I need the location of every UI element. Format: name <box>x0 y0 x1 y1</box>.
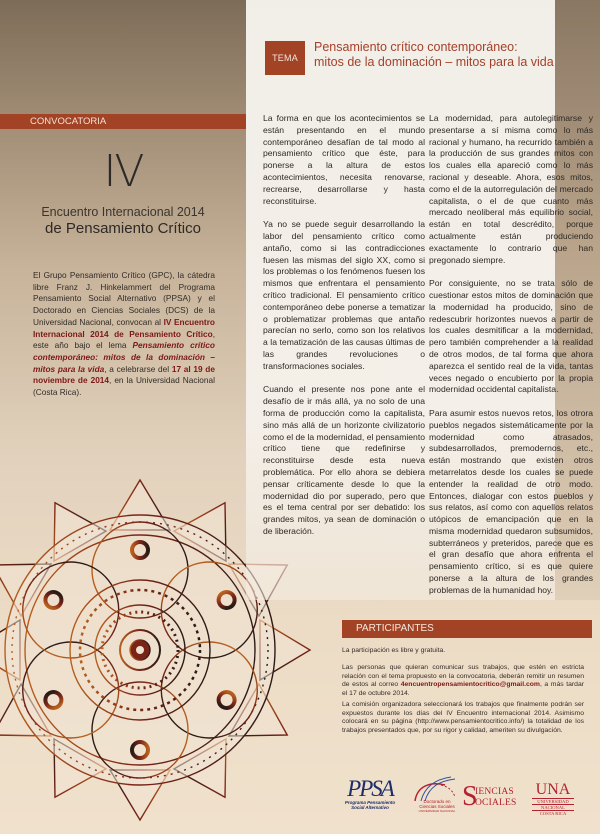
doctorado-arcs-icon <box>405 775 460 801</box>
una-logo <box>532 782 574 816</box>
body-paragraph: La forma en que los acontecimientos se están presentando en el mundo contemporáneo desafían de tal modo al pensamiento crítico que éste, para ponerse a la altura de estos acontecimientos, necesita renovarse, recrearse, desarrollarse y hasta reconstituirse. <box>263 113 425 206</box>
intro-lema: Pensamiento crítico contemporáneo: mitos de la dominación – mitos para la vida <box>33 340 215 374</box>
intro-text: El Grupo Pensamiento Crítico (GPC), la cátedra libre Franz J. Hinkelammert del Programa Pensamiento Social Alternativo (PPSA) y el Doctorado en Ciencias Sociales (DCS) de la Universidad Nacional, convocan al <box>33 270 215 327</box>
body-column-left <box>263 113 425 549</box>
body-paragraph: Ya no se puede seguir desarrollando la labor del pensamiento crítico como antaño, como si las contradicciones fuesen las mismas del siglo XX, como si los problemas o los fenómenos fuesen los mismos que enfrentara el pensamiento crítico tradicional. El pensamiento crítico contemporáneo debe ponerse a tematizar o problematizar problemas que antaño parecían no serlo, como son los relativos a la tematización de las causas últimas de las grandes revoluciones o transformaciones sociales. <box>263 219 425 371</box>
body-paragraph: Para asumir estos nuevos retos, los otrora pueblos negados sistemáticamente por la modernidad como atrasados, subdesarrollados, premodernos, etc., están mostrando que existen otros metarrelatos desde los cuales se puede entender la realidad de otro modo. Entonces, dialogar con estos pueblos y sus relatos, así como con aquellos relatos utópicos de emancipación que en la misma modernidad quedaron subsumidos, subterráneos y preteridos, parece que es el gran desafío que ahora enfrenta el pensamiento crítico, si es que quiere ponerse a la altura de los grandes problemas de la humanidad hoy. <box>429 407 593 595</box>
ciencias-word: IENCIAS <box>475 787 514 797</box>
participantes-label: PARTICIPANTES <box>342 620 592 638</box>
doctorado-logo-line: Ciencias Sociales <box>419 804 455 809</box>
una-logo-line: COSTA RICA <box>532 810 574 816</box>
ppsa-logo-name: PPSA <box>347 776 393 801</box>
doctorado-logo-line: UNIVERSIDAD NACIONAL <box>418 809 456 813</box>
intro-text: , a celebrarse del <box>104 363 172 374</box>
intro-text: , en la Universidad Nacional (Costa Rica). <box>33 375 215 398</box>
intro-event-name: IV Encuentro Internacional 2014 de Pensamiento Crítico <box>33 316 215 339</box>
una-logo-line: UNIVERSIDAD <box>532 798 574 804</box>
sociales-word: OCIALES <box>475 798 517 808</box>
una-logo-line: NACIONAL <box>532 804 574 810</box>
doctorado-logo-line: Doctorado en <box>423 799 451 804</box>
body-paragraph: La modernidad, para autolegitimarse y presentarse a sí misma como lo más racional y humano, ha recurrido también a la producción de sus grandes mitos con los cuales ella apareció como lo más racional y deseable. Ahora, esos mitos, como el de la autorregulación del mercado capitalista, o el de que cuanto más mercado neoliberal más equilibrio social, están en total descrédito, porque actualmente están produciendo exactamente lo contrario que han pregonado siempre. <box>429 113 593 265</box>
una-logo-name: UNA <box>535 781 571 798</box>
ciencias-sociales-initial: S <box>462 781 478 812</box>
tema-title <box>314 40 554 70</box>
tema-title-line2: mitos de la dominación – mitos para la vida <box>314 55 554 69</box>
intro-paragraph <box>33 270 215 399</box>
intro-text: , este año bajo el lema <box>33 328 215 351</box>
ciencias-sociales-logo <box>462 781 522 815</box>
convocatoria-label: CONVOCATORIA <box>0 114 246 129</box>
doctorado-logo <box>405 775 460 815</box>
intro-dates: 17 al 19 de noviembre de 2014 <box>33 363 215 386</box>
participantes-paragraph: La comisión organizadora seleccionará los trabajos que finalmente podrán ser expuestos durante los días del IV Encuentro internacional 2014. Asimismo colocará en su página (http://www.pensamientocritico.info/) la totalidad de los trabajos presentados que, por su rigor y calidad, ameriten su divulgación. <box>342 701 584 734</box>
ppsa-logo-subtitle: Programa Pensamiento <box>344 800 396 805</box>
participantes-text: , a más tardar el 17 de octubre 2014. <box>342 681 584 697</box>
participantes-paragraph <box>342 664 584 698</box>
participantes-paragraph: La participación es libre y gratuita. <box>342 647 446 654</box>
edition-numeral: IV <box>103 146 143 197</box>
participantes-text: Las personas que quieran comunicar sus trabajos, que estén en estricta relación con el tema propuesto en la convocatoria, deberán remitir un resumen de estos al correo <box>342 664 584 689</box>
doctorado-logo-text <box>413 799 461 814</box>
body-paragraph: Cuando el presente nos pone ante el desafío de ir más allá, ya no solo de una forma de producción como la capitalista, sino más allá de un horizonte civilizatorio como el de la modernidad, el pensamiento crítico tiene que redefinirse y reconstituirse desde esta nueva problemática. Por ello ahora se debiera pensar críticamente desde lo que la modernidad dio por superado, pero que es el tema central por ser debatido: los grandes mitos, ya sean de dominación o de liberación. <box>263 384 425 536</box>
body-column-right <box>429 113 593 608</box>
event-title-line1: Encuentro Internacional 2014 <box>41 205 205 219</box>
body-paragraph: Por consiguiente, no se trata sólo de cuestionar estos mitos de dominación que la modernidad ha producido, sino de redescubrir horizontes nuevos a partir de los cuales desmitificar a la modernidad, pero también comprehender a la realidad de otros modos, de tal forma que ahora aparezca el sentido real de la vida, tantas veces negado o encubierto por la propia modernidad occidental capitalista. <box>429 278 593 395</box>
contact-email-link[interactable]: 4encuentropensamientocritico@gmail.com <box>400 681 540 689</box>
ppsa-logo <box>340 778 400 810</box>
ppsa-logo-subtitle: Social Alternativo <box>351 805 389 810</box>
tema-title-line1: Pensamiento crítico contemporáneo: <box>314 40 518 54</box>
tema-label: TEMA <box>265 41 305 75</box>
event-title-line2: de Pensamiento Crítico <box>45 220 201 237</box>
